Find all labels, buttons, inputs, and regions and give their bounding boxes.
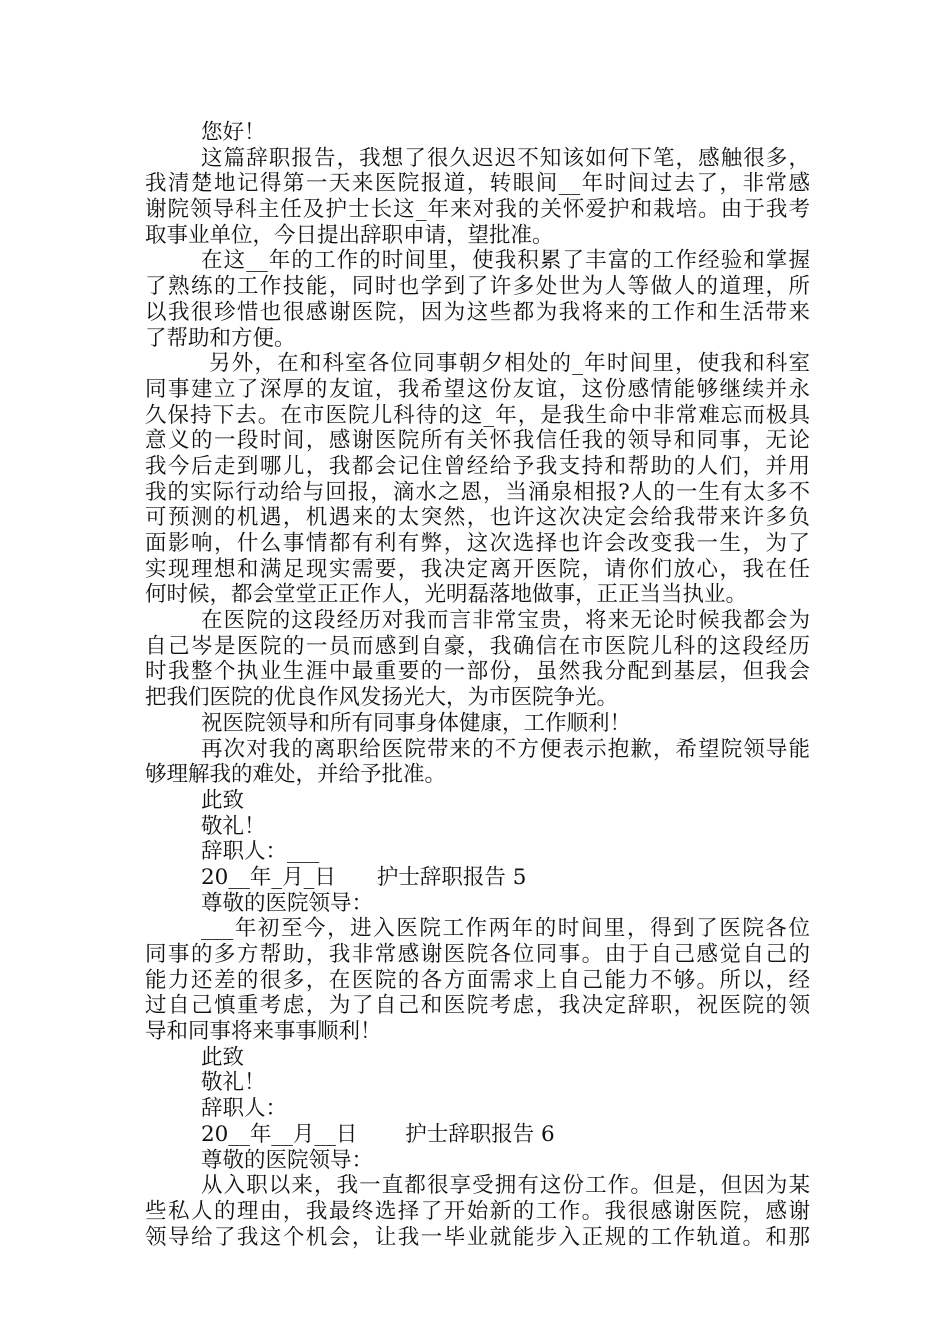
text-line: 久保持下去。在市医院儿科待的这_年，是我生命中非常难忘而极具: [145, 402, 810, 428]
text-line: 这篇辞职报告，我想了很久迟迟不知该如何下笔，感触很多，: [201, 145, 810, 171]
text-line: 敬礼！: [201, 1070, 266, 1096]
text-line: 导和同事将来事事顺利！: [145, 1019, 382, 1045]
text-line: 另外，在和科室各位同事朝夕相处的_年时间里，使我和科室: [201, 351, 810, 377]
text-line: 尊敬的医院领导：: [201, 890, 374, 916]
text-line: 时我整个执业生涯中最重要的一部份，虽然我分配到基层，但我会: [145, 659, 810, 685]
text-line: 您好！: [201, 120, 266, 145]
text-line: 面影响，什么事情都有利有弊，这次选择也许会改变我一生，为了: [145, 531, 810, 556]
text-line: 能力还差的很多，在医院的各方面需求上自己能力不够。所以，经: [145, 967, 810, 993]
text-line: 祝医院领导和所有同事身体健康，工作顺利！: [201, 710, 632, 736]
text-line: 过自己慎重考虑，为了自己和医院考虑，我决定辞职，祝医院的领: [145, 993, 810, 1019]
text-line: 尊敬的医院领导：: [201, 1147, 374, 1173]
text-line: 以我很珍惜也很感谢医院，因为这些都为我将来的工作和生活带来: [145, 299, 810, 325]
text-line: 敬礼！: [201, 813, 266, 839]
text-line: 此致: [201, 1044, 245, 1070]
text-line: 在医院的这段经历对我而言非常宝贵，将来无论时候我都会为: [201, 608, 810, 634]
text-line: 此致: [201, 787, 245, 813]
text-line: 了熟练的工作技能，同时也学到了许多处世为人等做人的道理，所: [145, 274, 810, 300]
text-line: 领导给了我这个机会，让我一毕业就能步入正规的工作轨道。和那: [145, 1224, 810, 1250]
text-line: 辞职人：: [201, 1096, 288, 1122]
text-line: 谢院领导科主任及护士长这_年来对我的关怀爱护和栽培。由于我考: [145, 197, 810, 223]
text-line: 可预测的机遇，机遇来的太突然，也许这次决定会给我带来许多负: [145, 505, 810, 531]
text-line: 我的实际行动给与回报，滴水之恩，当涌泉相报?人的一生有太多不: [145, 479, 810, 505]
text-line: 在这__年的工作的时间里，使我积累了丰富的工作经验和掌握: [201, 248, 810, 274]
text-line: 够理解我的难处，并给予批准。: [145, 762, 447, 788]
text-line: 同事的多方帮助，我非常感谢医院各位同事。由于自己感觉自己的: [145, 942, 810, 967]
text-line: 我清楚地记得第一天来医院报道，转眼间__年时间过去了，非常感: [145, 171, 810, 197]
text-line: 意义的一段时间，感谢医院所有关怀我信任我的领导和同事，无论: [145, 428, 810, 454]
text-line: 自己岑是医院的一员而感到自豪，我确信在市医院儿科的这段经历: [145, 633, 810, 659]
text-line: 了帮助和方便。: [145, 325, 296, 351]
text-line: 取事业单位，今日提出辞职申请，望批准。: [145, 222, 554, 248]
text-line: 再次对我的离职给医院带来的不方便表示抱歉，希望院领导能: [201, 736, 810, 762]
text-line: 辞职人：___: [201, 839, 320, 865]
text-line: 同事建立了深厚的友谊，我希望这份友谊，这份感情能够继续并永: [145, 376, 810, 402]
text-line: 把我们医院的优良作风发扬光大，为市医院争光。: [145, 685, 619, 711]
text-line: 实现理想和满足现实需要，我决定离开医院，请你们放心，我在任: [145, 556, 810, 582]
text-line: 20__年__月__日 护士辞职报告 6: [201, 1121, 555, 1147]
document-page: [145, 120, 810, 1250]
text-line: 我今后走到哪儿，我都会记住曾经给予我支持和帮助的人们，并用: [145, 453, 810, 479]
text-line: 何时候，都会堂堂正正作人，光明磊落地做事，正正当当执业。: [145, 582, 748, 608]
text-line: 些私人的理由，我最终选择了开始新的工作。我很感谢医院，感谢: [145, 1198, 810, 1224]
text-line: 从入职以来，我一直都很享受拥有这份工作。但是，但因为某: [201, 1173, 810, 1199]
text-line: 20__年_月_日 护士辞职报告 5: [201, 864, 527, 890]
text-line: ___年初至今，进入医院工作两年的时间里，得到了医院各位: [201, 916, 810, 942]
